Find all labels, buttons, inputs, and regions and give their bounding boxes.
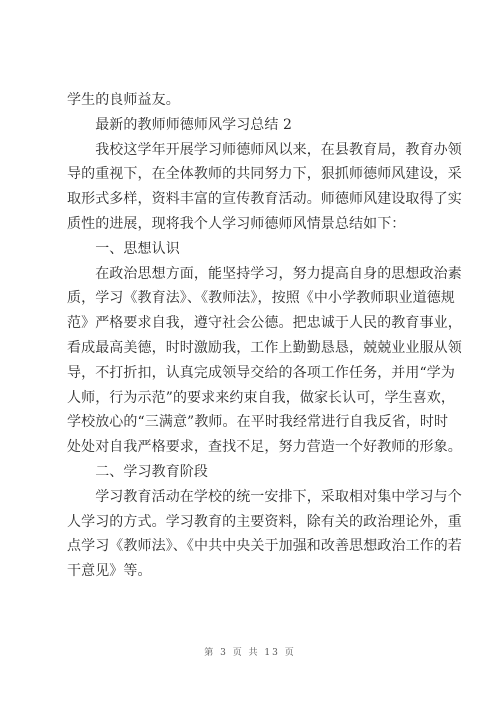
text-line: 看成最高美德，时时激励我，工作上勤勤恳恳，兢兢业业服从领 xyxy=(67,339,462,356)
text-line: 导的重视下，在全体教师的共同努力下，狠抓师德师风建设，采 xyxy=(67,166,462,183)
text-line: 人师，行为示范”的要求来约束自我，做家长认可，学生喜欢， xyxy=(67,389,455,406)
page-number-footer: 第 3 页 共 13 页 xyxy=(204,648,296,658)
text-line: 人学习的方式。学习教育的主要资料，除有关的政治理论外，重 xyxy=(67,513,462,530)
section-heading-1: 一、思想认识 xyxy=(67,240,180,257)
text-line: 干意见》等。 xyxy=(67,563,152,580)
text-line: 质性的进展，现将我个人学习师德师风情景总结如下： xyxy=(67,215,406,232)
text-line: 在政治思想方面，能坚持学习，努力提高自身的思想政治素 xyxy=(67,265,462,282)
text-line: 质，学习《教育法》、《教师法》，按照《中小学教师职业道德规 xyxy=(67,290,455,307)
text-line: 取形式多样，资料丰富的宣传教育活动。师德师风建设取得了实 xyxy=(67,191,462,208)
document-body xyxy=(67,88,462,584)
text-line: 范》严格要求自我，遵守社会公德。把忠诚于人民的教育事业， xyxy=(67,315,462,332)
text-line: 学校放心的“三满意”教师。在平时我经常进行自我反省，时时 xyxy=(67,414,449,431)
text-line: 处处对自我严格要求，查找不足，努力营造一个好教师的形象。 xyxy=(67,439,462,456)
text-line: 学习教育活动在学校的统一安排下，采取相对集中学习与个 xyxy=(67,488,462,505)
text-line: 我校这学年开展学习师德师风以来，在县教育局，教育办领 xyxy=(67,141,462,158)
text-line: 导，不打折扣，认真完成领导交给的各项工作任务，并用“学为 xyxy=(67,364,455,381)
section-heading-2: 二、学习教育阶段 xyxy=(67,463,208,480)
section-title: 最新的教师师德师风学习总结 2 xyxy=(67,116,293,133)
text-line: 点学习《教师法》、《中共中央关于加强和改善思想政治工作的若 xyxy=(67,538,462,555)
text-line: 学生的良师益友。 xyxy=(67,92,180,108)
